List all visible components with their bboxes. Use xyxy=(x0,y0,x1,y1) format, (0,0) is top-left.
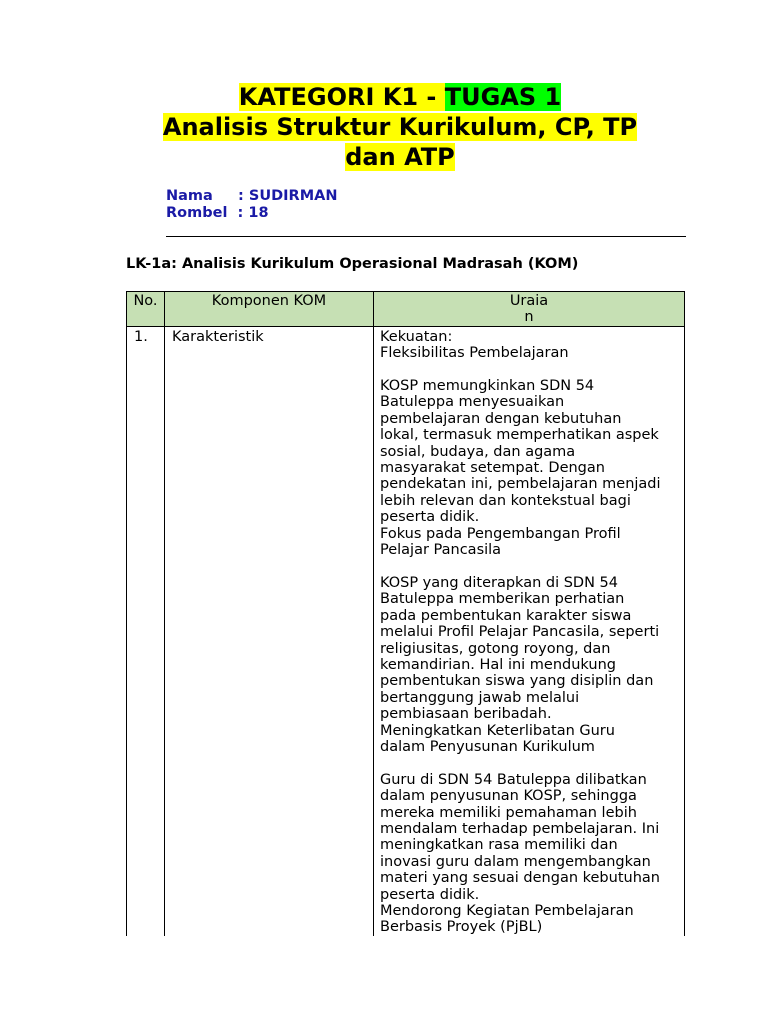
cell-uraian: Kekuatan: Fleksibilitas Pembelajaran KOSP memungkinkan SDN 54 Batuleppa menyesuaikan pembelajaran dengan kebutuhan lokal, termasuk memperhatikan aspek sosial, budaya, dan agama masyarakat setempat. Dengan pendekatan ini, pembelajaran menjadi lebih relevan dan kontekstual bagi peserta didik. Fokus pada Pengembangan Profil Pelajar Pancasila KOSP yang diterapkan di SDN 54 Batuleppa memberikan perhatian pada pembentukan karakter siswa melalui Profil Pelajar Pancasila, seperti religiusitas, gotong royong, dan kemandirian. Hal ini mendukung pembentukan siswa yang disiplin dan bertanggung jawab melalui pembiasaan beribadah. Meningkatkan Keterlibatan Guru dalam Penyusunan Kurikulum Guru di SDN 54 Batuleppa dilibatkan dalam penyusunan KOSP, sehingga mereka memiliki pemahaman lebih mendalam terhadap pembelajaran. Ini meningkatkan rasa memiliki dan inovasi guru dalam mengembangkan materi yang sesuai dengan kebutuhan peserta didik. Mendorong Kegiatan Pembelajaran Berbasis Proyek (PjBL) xyxy=(374,326,685,936)
header-no: No. xyxy=(127,292,165,327)
identity-block xyxy=(166,188,338,222)
document-title xyxy=(150,82,650,172)
title-line-2: Analisis Struktur Kurikulum, CP, TP xyxy=(162,113,638,141)
cell-no: 1. xyxy=(127,326,165,936)
kom-analysis-table xyxy=(126,291,685,936)
header-komponen: Komponen KOM xyxy=(165,292,374,327)
rombel-line: Rombel : 18 xyxy=(166,205,269,221)
section-heading: LK-1a: Analisis Kurikulum Operasional Madrasah (KOM) xyxy=(126,256,579,272)
name-line: Nama : SUDIRMAN xyxy=(166,188,338,204)
title-task: TUGAS 1 xyxy=(444,83,562,111)
cell-komponen: Karakteristik xyxy=(165,326,374,936)
table-row xyxy=(127,326,685,936)
title-category: KATEGORI K1 - xyxy=(238,83,445,111)
separator-line xyxy=(166,226,686,237)
table-header-row xyxy=(127,292,685,327)
title-line-3: dan ATP xyxy=(345,143,455,171)
header-uraian: Uraia n xyxy=(374,292,685,327)
title-line-1 xyxy=(150,82,650,112)
